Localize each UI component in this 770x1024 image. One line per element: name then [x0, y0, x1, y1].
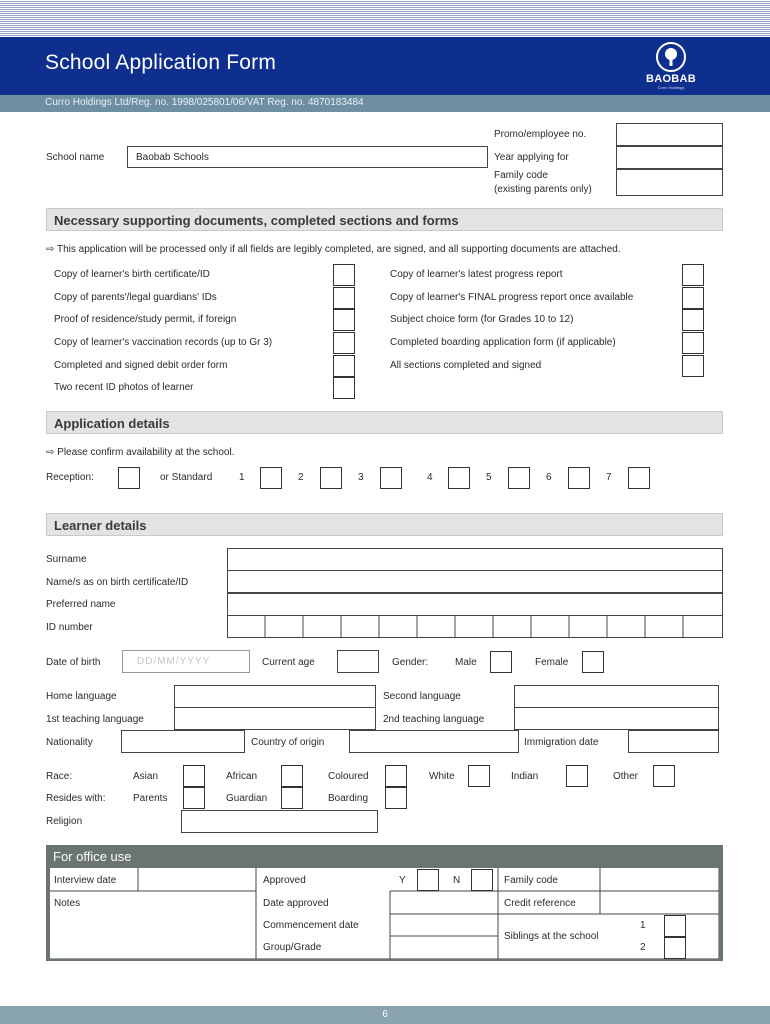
other-label: Other — [613, 771, 639, 782]
baobab-logo — [640, 42, 702, 92]
learner-section-title: Learner details — [54, 518, 147, 533]
preferred-field[interactable] — [227, 593, 723, 616]
doc-left-checkbox[interactable] — [333, 287, 355, 309]
grade-7-label: 7 — [606, 472, 612, 483]
preferred-label: Preferred name — [46, 599, 116, 610]
grade-2-checkbox[interactable] — [320, 467, 342, 489]
school-name-label: School name — [46, 152, 105, 163]
grade-2-label: 2 — [298, 472, 304, 483]
app-note: ⇨ Please confirm availability at the school. — [46, 447, 235, 458]
race-label: Race: — [46, 771, 73, 782]
id-number-field[interactable] — [227, 615, 723, 638]
date-approved-label: Date approved — [263, 898, 329, 909]
reception-label: Reception: — [46, 472, 94, 483]
approved-n-checkbox[interactable] — [471, 869, 493, 891]
notes-field[interactable] — [51, 892, 255, 958]
office-section-title: For office use — [53, 849, 132, 864]
logo-tagline: Curro Holdings — [657, 85, 685, 90]
doc-left-checkbox[interactable] — [333, 355, 355, 377]
office-section-header — [46, 845, 723, 868]
tree-icon — [656, 42, 686, 72]
doc-right-checkbox[interactable] — [682, 287, 704, 309]
dob-label: Date of birth — [46, 657, 101, 668]
female-checkbox[interactable] — [582, 651, 604, 673]
doc-left-checkbox[interactable] — [333, 377, 355, 399]
app-section-title: Application details — [54, 416, 170, 431]
parents-checkbox[interactable] — [183, 787, 205, 809]
second-teaching-label: 2nd teaching language — [383, 714, 485, 725]
african-label: African — [226, 771, 258, 782]
guardian-checkbox[interactable] — [281, 787, 303, 809]
family-code-field[interactable] — [616, 169, 723, 196]
religion-label: Religion — [46, 816, 83, 827]
country-label: Country of origin — [251, 737, 325, 748]
commencement-field[interactable] — [391, 915, 497, 936]
interview-label: Interview date — [54, 875, 117, 886]
age-label: Current age — [262, 657, 315, 668]
logo-text: BAOBAB — [645, 73, 697, 85]
grade-1-label: 1 — [239, 472, 245, 483]
approved-y-checkbox[interactable] — [417, 869, 439, 891]
form-title: School Application Form — [45, 51, 277, 74]
group-grade-label: Group/Grade — [263, 942, 322, 953]
group-grade-field[interactable] — [391, 937, 497, 958]
immigration-label: Immigration date — [524, 737, 599, 748]
female-label: Female — [535, 657, 569, 668]
white-checkbox[interactable] — [468, 765, 490, 787]
credit-reference-label: Credit reference — [504, 898, 576, 909]
coloured-label: Coloured — [328, 771, 369, 782]
doc-left-4: Copy of learner's vaccination records (up to Gr 3) — [54, 337, 273, 348]
page-number: 6 — [382, 1009, 388, 1020]
grade-4-checkbox[interactable] — [448, 467, 470, 489]
doc-right-checkbox[interactable] — [682, 264, 704, 286]
office-family-code-label: Family code — [504, 875, 558, 886]
first-teaching-label: 1st teaching language — [46, 714, 144, 725]
gender-label: Gender: — [392, 657, 429, 668]
country-field[interactable] — [349, 730, 519, 753]
doc-right-checkbox[interactable] — [682, 355, 704, 377]
doc-right-checkbox[interactable] — [682, 309, 704, 331]
doc-left-checkbox[interactable] — [333, 264, 355, 286]
school-name-field[interactable] — [127, 146, 488, 168]
grade-5-label: 5 — [486, 472, 492, 483]
resides-label: Resides with: — [46, 793, 106, 804]
indian-label: Indian — [511, 771, 539, 782]
second-teaching-field[interactable] — [514, 707, 719, 730]
asian-label: Asian — [133, 771, 159, 782]
doc-right-checkbox[interactable] — [682, 332, 704, 354]
grade-6-checkbox[interactable] — [568, 467, 590, 489]
nationality-field[interactable] — [121, 730, 245, 753]
surname-field[interactable] — [227, 548, 723, 571]
home-language-label: Home language — [46, 691, 117, 702]
reg-line: Curro Holdings Ltd/Reg. no. 1998/025801/06/VAT Reg. no. 4870183484 — [45, 97, 364, 108]
grade-3-checkbox[interactable] — [380, 467, 402, 489]
commencement-label: Commencement date — [263, 920, 359, 931]
doc-right-2: Copy of learner's FINAL progress report once available — [390, 292, 634, 303]
id-number-label: ID number — [46, 622, 93, 633]
sibling-1-checkbox[interactable] — [664, 915, 686, 937]
doc-left-3: Proof of residence/study permit, if foreign — [54, 314, 237, 325]
african-checkbox[interactable] — [281, 765, 303, 787]
doc-right-1: Copy of learner's latest progress report — [390, 269, 563, 280]
first-teaching-field[interactable] — [174, 707, 376, 730]
family-code-label: Family code — [494, 170, 548, 181]
grade-4-label: 4 — [427, 472, 433, 483]
promo-field[interactable] — [616, 123, 723, 146]
docs-section-title: Necessary supporting documents, completed sections and forms — [54, 213, 459, 228]
surname-label: Surname — [46, 554, 87, 565]
doc-left-checkbox[interactable] — [333, 309, 355, 331]
approved-n-label: N — [453, 875, 461, 886]
grade-5-checkbox[interactable] — [508, 467, 530, 489]
immigration-field[interactable] — [628, 730, 719, 753]
dob-field[interactable] — [122, 650, 250, 673]
sibling-1-label: 1 — [640, 920, 646, 931]
other-checkbox[interactable] — [653, 765, 675, 787]
header-stripes — [0, 0, 770, 37]
male-label: Male — [455, 657, 477, 668]
doc-right-4: Completed boarding application form (if applicable) — [390, 337, 616, 348]
promo-label: Promo/employee no. — [494, 129, 587, 140]
guardian-label: Guardian — [226, 793, 268, 804]
app-section-header — [46, 411, 723, 434]
school-name-value: Baobab Schools — [136, 152, 209, 163]
nationality-label: Nationality — [46, 737, 93, 748]
siblings-label: Siblings at the school — [504, 931, 599, 942]
male-checkbox[interactable] — [490, 651, 512, 673]
doc-left-2: Copy of parents'/legal guardians' IDs — [54, 292, 217, 303]
credit-reference-field[interactable] — [601, 892, 718, 914]
white-label: White — [429, 771, 455, 782]
grade-6-label: 6 — [546, 472, 552, 483]
date-approved-field[interactable] — [391, 892, 497, 914]
year-label: Year applying for — [494, 152, 569, 163]
doc-left-1: Copy of learner's birth certificate/ID — [54, 269, 210, 280]
coloured-checkbox[interactable] — [385, 765, 407, 787]
doc-left-6: Two recent ID photos of learner — [54, 382, 194, 393]
names-label: Name/s as on birth certificate/ID — [46, 577, 189, 588]
doc-left-checkbox[interactable] — [333, 332, 355, 354]
boarding-checkbox[interactable] — [385, 787, 407, 809]
reception-checkbox[interactable] — [118, 467, 140, 489]
standard-label: or Standard — [160, 472, 213, 483]
approved-label: Approved — [263, 875, 306, 886]
notes-label: Notes — [54, 898, 81, 909]
second-language-label: Second language — [383, 691, 461, 702]
doc-right-5: All sections completed and signed — [390, 360, 542, 371]
home-language-field[interactable] — [174, 685, 376, 708]
approved-y-label: Y — [399, 875, 406, 886]
docs-section-header — [46, 208, 723, 231]
asian-checkbox[interactable] — [183, 765, 205, 787]
family-code-sub: (existing parents only) — [494, 184, 592, 195]
names-field[interactable] — [227, 570, 723, 593]
sibling-2-label: 2 — [640, 942, 646, 953]
doc-right-3: Subject choice form (for Grades 10 to 12) — [390, 314, 574, 325]
id-digit-dividers — [227, 615, 723, 638]
doc-left-5: Completed and signed debit order form — [54, 360, 228, 371]
interview-field[interactable] — [139, 869, 256, 891]
religion-field[interactable] — [181, 810, 378, 833]
age-field[interactable] — [337, 650, 379, 673]
indian-checkbox[interactable] — [566, 765, 588, 787]
office-family-code-field[interactable] — [601, 869, 718, 891]
grade-7-checkbox[interactable] — [628, 467, 650, 489]
boarding-label: Boarding — [328, 793, 369, 804]
second-language-field[interactable] — [514, 685, 719, 708]
sibling-2-checkbox[interactable] — [664, 937, 686, 959]
grade-3-label: 3 — [358, 472, 364, 483]
docs-note: ⇨ This application will be processed only if all fields are legibly completed, are signed, and all supporting documents are attached. — [46, 244, 621, 255]
learner-section-header — [46, 513, 723, 536]
grade-1-checkbox[interactable] — [260, 467, 282, 489]
year-field[interactable] — [616, 146, 723, 169]
parents-label: Parents — [133, 793, 168, 804]
dob-placeholder: DD/MM/YYYY — [137, 656, 211, 667]
